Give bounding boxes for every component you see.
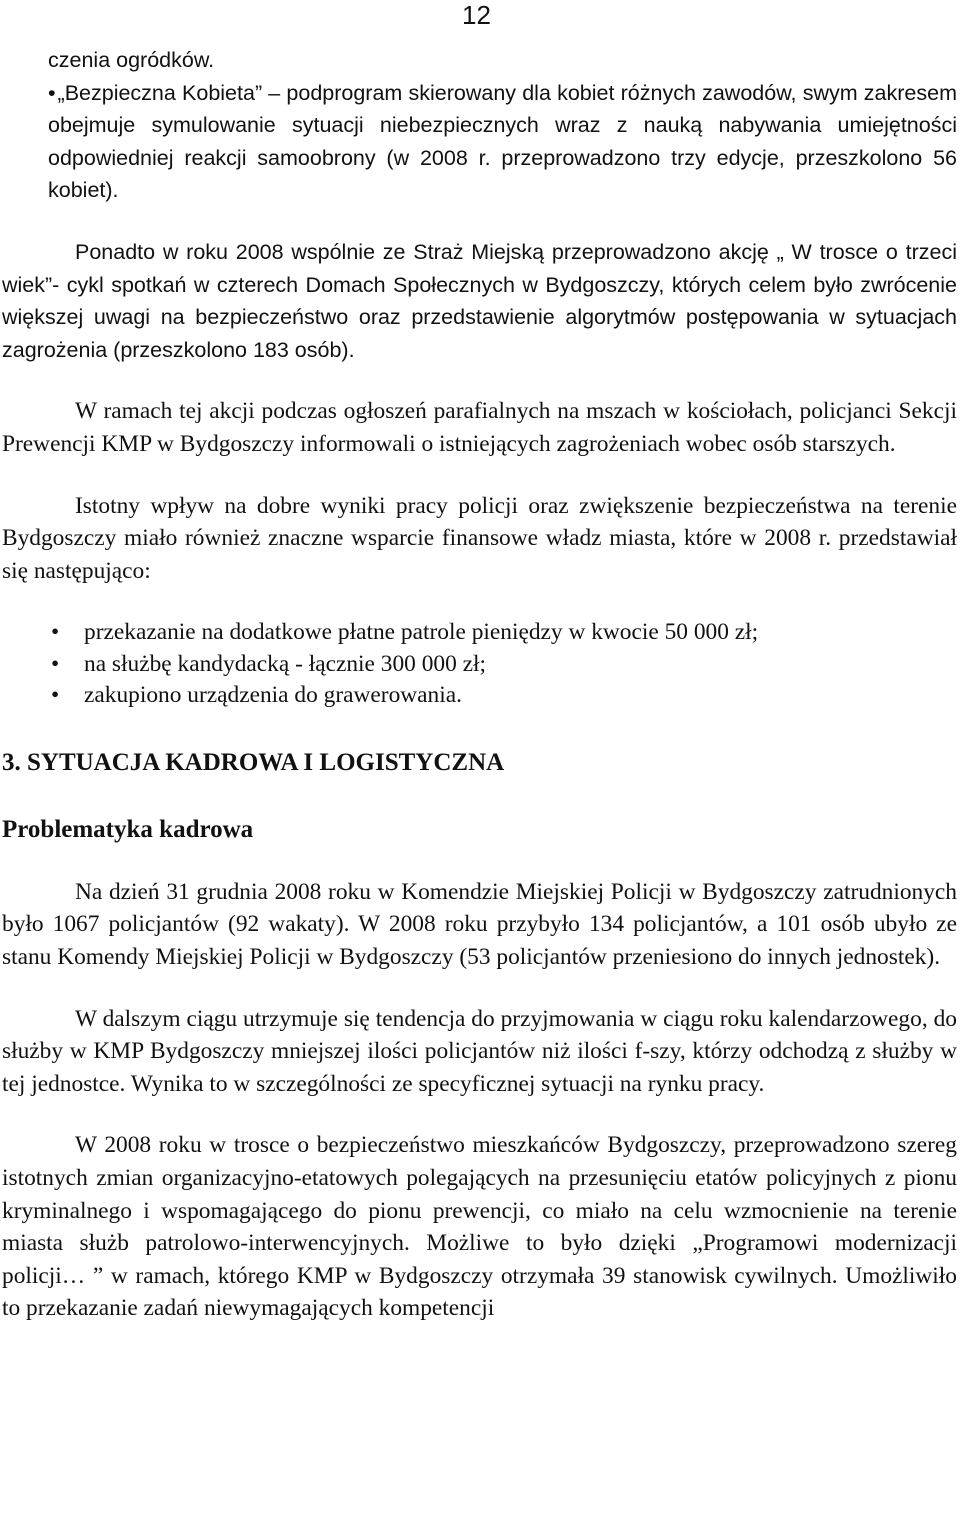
intro-bullet-item xyxy=(48,77,957,207)
paragraph-msze: W ramach tej akcji podczas ogłoszeń parafialnych na mszach w kościołach, policjanci Sekcji Prewencji KMP w Bydgoszczy informowali o istniejących zagrożeniach wobec osób starszych. xyxy=(2,398,957,457)
bullet-icon: • xyxy=(51,619,60,646)
intro-block xyxy=(2,44,957,207)
list-item xyxy=(2,680,957,712)
bullet-icon: • xyxy=(48,80,56,105)
list-item xyxy=(2,649,957,681)
document-body xyxy=(2,44,957,1325)
intro-line: czenia ogródków. xyxy=(48,48,215,72)
paragraph-akcja: Ponadto w roku 2008 wspólnie ze Straż Miejską przeprowadzono akcję „ W trosce o trzeci wiek”- cykl spotkań w czterech Domach Społecznych w Bydgoszczy, których celem było zwrócenie większej uwagi na bezpieczeństwo oraz przedstawienie algorytmów postępowania w sytuacjach zagrożenia (przeszkolono 183 osób). xyxy=(2,239,957,362)
paragraph-stan: Na dzień 31 grudnia 2008 roku w Komendzie Miejskiej Policji w Bydgoszczy zatrudnionych było 1067 policjantów (92 wakaty). W 2008 roku przybyło 134 policjantów, a 101 osób ubyło ze stanu Komendy Miejskiej Policji w Bydgoszczy (53 policjantów przeniesiono do innych jednostek). xyxy=(2,878,957,970)
support-list xyxy=(2,617,957,712)
bullet-icon: • xyxy=(51,682,60,709)
page-number: 12 xyxy=(462,0,491,30)
paragraph-zmiany: W 2008 roku w trosce o bezpieczeństwo mieszkańców Bydgoszczy, przeprowadzono szereg istotnych zmian organizacyjno-etatowych polegających na przesunięciu etatów policyjnych z pionu kryminalnego i wspomagającego do pionu prewencji, co miało na celu wzmocnienie na terenie miasta służb patrolowo-interwencyjnych. Możliwe to było dzięki „Programowi modernizacji policji… ” w ramach, którego KMP w Bydgoszczy otrzymała 39 stanowisk cywilnych. Umożliwiło to przekazanie zadań niewymagających kompetencji xyxy=(2,1132,957,1322)
list-item-text: zakupiono urządzenia do grawerowania. xyxy=(84,682,462,709)
list-item xyxy=(2,617,957,649)
intro-bullet-text: „Bezpieczna Kobieta” – podprogram skierowany dla kobiet różnych zawodów, swym zakresem obejmuje symulowanie sytuacji niebezpiecznych wraz z nauką nabywania umiejętności odpowiedniej reakcji samoobrony (w 2008 r. przeprowadzono trzy edycje, przeszkolono 56 kobiet). xyxy=(48,80,957,203)
paragraph-wsparcie: Istotny wpływ na dobre wyniki pracy policji oraz zwiększenie bezpieczeństwa na terenie Bydgoszczy miało również znaczne wsparcie finansowe władz miasta, które w 2008 r. przedstawiał się następująco: xyxy=(2,492,957,584)
paragraph-tendencja: W dalszym ciągu utrzymuje się tendencja do przyjmowania w ciągu roku kalendarzowego, do służby w KMP Bydgoszczy mniejszej ilości policjantów niż ilości f-szy, którzy odchodzą z służby w tej jednostce. Wynika to w szczególności ze specyficznej sytuacji na rynku pracy. xyxy=(2,1005,957,1097)
list-item-text: na służbę kandydacką - łącznie 300 000 zł; xyxy=(84,650,487,677)
subsection-heading: Problematyka kadrowa xyxy=(2,815,254,843)
bullet-icon: • xyxy=(51,650,60,677)
section-heading: 3. SYTUACJA KADROWA I LOGISTYCZNA xyxy=(2,748,505,776)
list-item-text: przekazanie na dodatkowe płatne patrole pieniędzy w kwocie 50 000 zł; xyxy=(84,619,759,646)
